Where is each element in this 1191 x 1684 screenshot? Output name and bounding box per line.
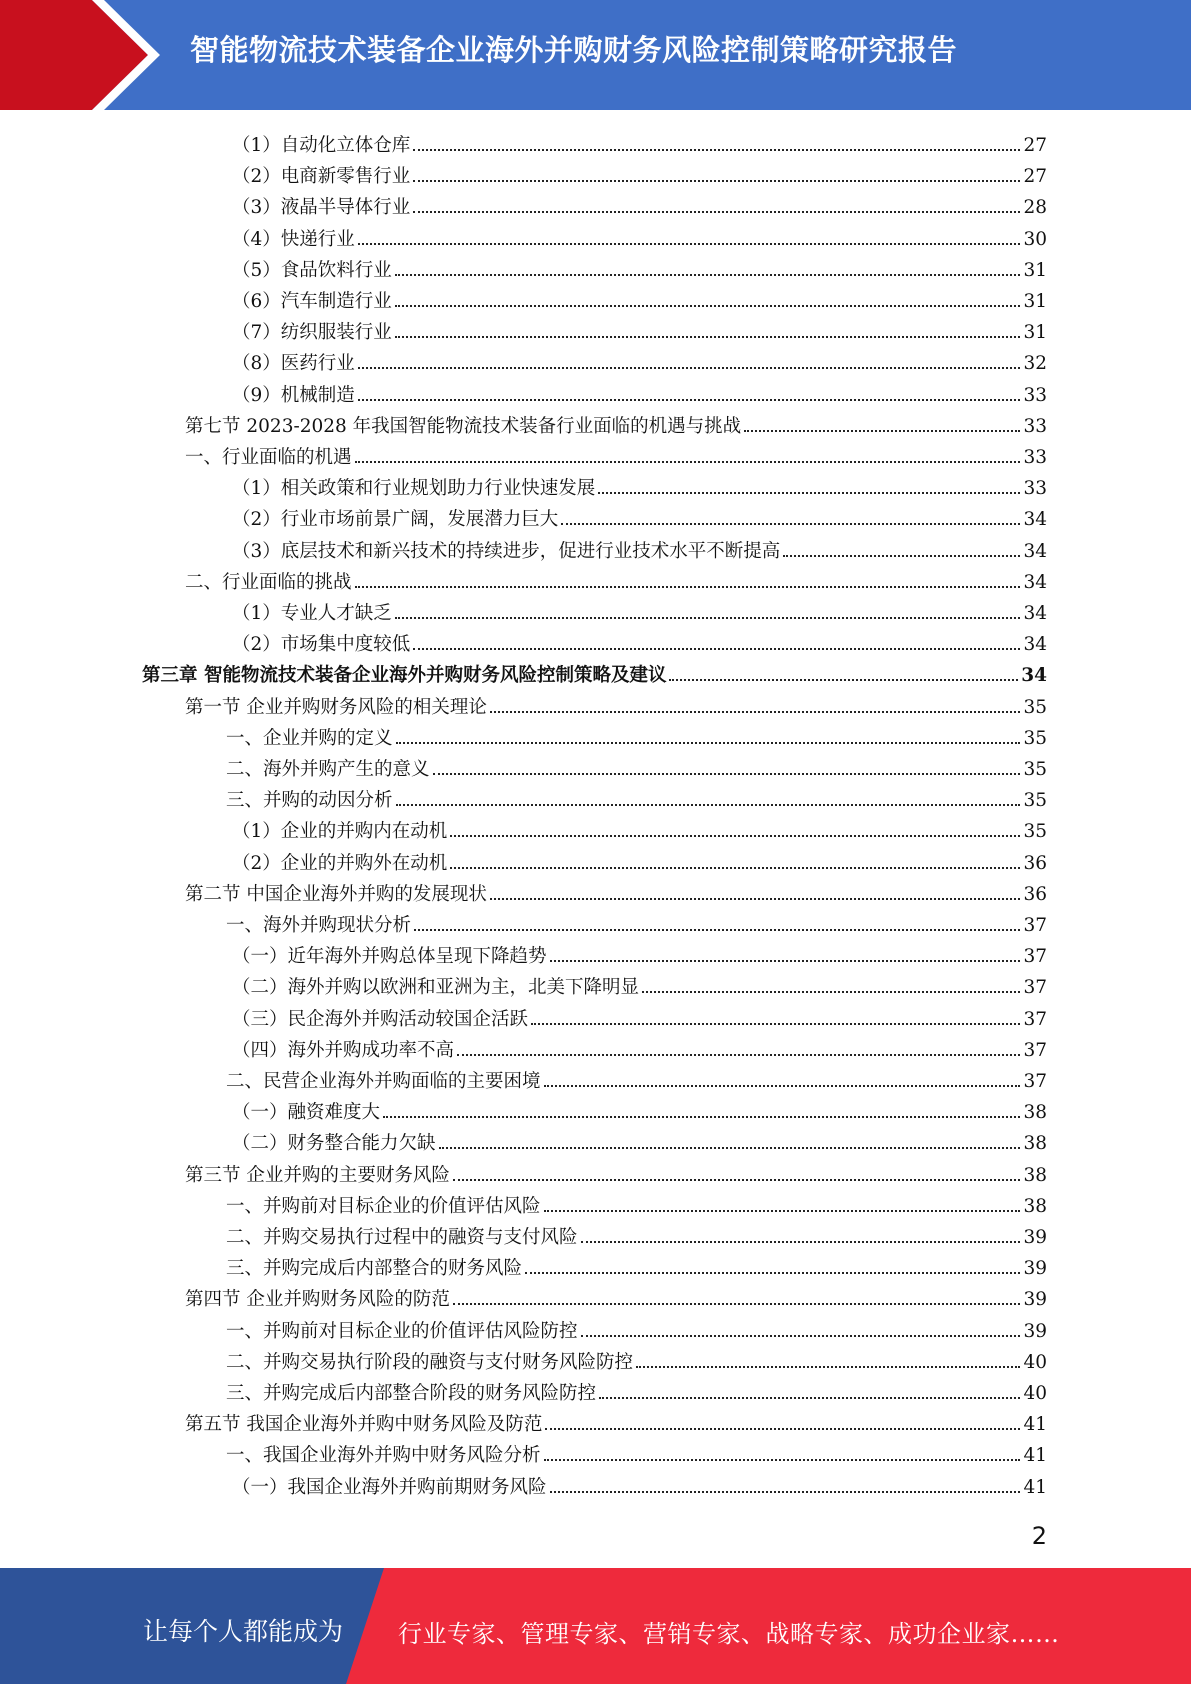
- header-red-arrow: [0, 0, 148, 110]
- toc-entry-page: 31: [1023, 322, 1047, 344]
- toc-leader-dots: [395, 274, 1021, 276]
- toc-leader-dots: [395, 336, 1021, 338]
- toc-entry-page: 27: [1023, 166, 1047, 188]
- toc-leader-dots: [358, 367, 1021, 369]
- toc-entry-title: （9）机械制造: [232, 384, 355, 406]
- toc-entry[interactable]: [232, 344, 1047, 375]
- toc-entry-page: 31: [1023, 291, 1047, 312]
- toc-entry-page: 35: [1023, 790, 1047, 812]
- toc-entry-title: （四）海外并购成功率不高: [232, 1039, 455, 1061]
- toc-entry-page: 40: [1023, 1351, 1047, 1373]
- toc-entry-page: 28: [1023, 197, 1047, 219]
- toc-leader-dots: [544, 1085, 1021, 1087]
- toc-entry[interactable]: [232, 126, 1047, 157]
- toc-entry-page: 27: [1023, 135, 1047, 156]
- toc-entry[interactable]: [232, 251, 1047, 282]
- toc-entry[interactable]: [232, 937, 1047, 968]
- toc-entry-page: 37: [1023, 1008, 1047, 1030]
- toc-entry-page: 38: [1023, 1195, 1047, 1217]
- toc-entry-page: 36: [1023, 852, 1047, 874]
- toc-leader-dots: [669, 679, 1018, 681]
- toc-leader-dots: [544, 1459, 1021, 1461]
- toc-entry-title: 二、海外并购产生的意义: [226, 759, 430, 780]
- toc-entry-title: （2）电商新零售行业: [232, 166, 411, 188]
- toc-leader-dots: [413, 648, 1020, 650]
- toc-entry[interactable]: [226, 1436, 1047, 1467]
- toc-entry[interactable]: [232, 376, 1047, 407]
- toc-entry[interactable]: [232, 500, 1047, 531]
- toc-entry[interactable]: [232, 1093, 1047, 1124]
- toc-entry-title: 一、行业面临的机遇: [185, 447, 352, 468]
- toc-leader-dots: [383, 1116, 1020, 1118]
- toc-leader-dots: [453, 1303, 1021, 1305]
- toc-entry-title: （6）汽车制造行业: [232, 291, 392, 312]
- toc-entry-title: 第五节 我国企业海外并购中财务风险及防范: [185, 1414, 543, 1436]
- toc-entry-page: 40: [1023, 1383, 1047, 1404]
- toc-entry-title: 三、并购的动因分析: [226, 790, 393, 812]
- toc-entry-page: 36: [1023, 883, 1047, 905]
- toc-leader-dots: [439, 1147, 1021, 1149]
- toc-entry-title: （1）自动化立体仓库: [232, 135, 411, 156]
- toc-entry[interactable]: [185, 1156, 1047, 1187]
- toc-entry-page: 33: [1023, 415, 1047, 437]
- toc-entry[interactable]: [232, 968, 1047, 999]
- toc-entry-title: 二、民营企业海外并购面临的主要困境: [226, 1071, 541, 1092]
- toc-entry-page: 30: [1023, 228, 1047, 250]
- toc-leader-dots: [783, 555, 1020, 557]
- toc-leader-dots: [581, 1335, 1021, 1337]
- toc-entry-page: 33: [1023, 478, 1047, 500]
- toc-entry-title: （三）民企海外并购活动较国企活跃: [232, 1008, 529, 1030]
- footer-slogan-left: 让每个人都能成为: [143, 1617, 344, 1646]
- toc-entry[interactable]: [232, 1468, 1047, 1499]
- toc-entry-page: 37: [1023, 1039, 1047, 1061]
- toc-entry[interactable]: [226, 1374, 1047, 1405]
- toc-entry-page: 33: [1023, 447, 1047, 468]
- toc-entry-page: 41: [1023, 1445, 1047, 1467]
- toc-entry-page: 39: [1023, 1289, 1047, 1311]
- toc-entry[interactable]: [232, 469, 1047, 500]
- toc-entry-title: 三、并购完成后内部整合的财务风险: [226, 1258, 523, 1280]
- toc-entry[interactable]: [185, 563, 1047, 594]
- toc-entry[interactable]: [185, 875, 1047, 906]
- toc-leader-dots: [550, 960, 1021, 962]
- toc-entry-page: 38: [1023, 1102, 1047, 1124]
- toc-leader-dots: [453, 1179, 1021, 1181]
- toc-entry-title: （二）财务整合能力欠缺: [232, 1133, 436, 1155]
- toc-entry-title: 二、并购交易执行阶段的融资与支付财务风险防控: [226, 1351, 634, 1373]
- toc-entry-page: 41: [1023, 1476, 1047, 1498]
- page-number: 2: [1031, 1522, 1047, 1550]
- toc-entry[interactable]: [226, 1343, 1047, 1374]
- toc-entry[interactable]: [185, 407, 1047, 438]
- toc-leader-dots: [396, 742, 1021, 744]
- toc-leader-dots: [561, 523, 1020, 525]
- toc-entry-page: 37: [1023, 946, 1047, 968]
- toc-entry-title: （3）液晶半导体行业: [232, 197, 411, 219]
- toc-entry[interactable]: [232, 1000, 1047, 1031]
- toc-leader-dots: [581, 1241, 1021, 1243]
- toc-entry[interactable]: [226, 719, 1047, 750]
- toc-entry[interactable]: [142, 656, 1047, 687]
- footer-slogan-right: 行业专家、管理专家、营销专家、战略专家、成功企业家……: [398, 1620, 1060, 1648]
- toc-leader-dots: [744, 430, 1020, 432]
- toc-entry[interactable]: [226, 1218, 1047, 1249]
- toc-entry[interactable]: [232, 1124, 1047, 1155]
- toc-leader-dots: [395, 617, 1021, 619]
- toc-entry-page: 37: [1023, 977, 1047, 999]
- toc-entry-title: 第三节 企业并购的主要财务风险: [185, 1164, 450, 1186]
- toc-entry-title: 三、并购完成后内部整合阶段的财务风险防控: [226, 1383, 597, 1404]
- toc-entry[interactable]: [232, 812, 1047, 843]
- toc-leader-dots: [490, 711, 1021, 713]
- toc-entry-title: （二）海外并购以欧洲和亚洲为主，北美下降明显: [232, 977, 640, 999]
- toc-entry[interactable]: [185, 1405, 1047, 1436]
- toc-leader-dots: [396, 804, 1021, 806]
- toc-entry-page: 35: [1023, 759, 1047, 780]
- toc-entry-page: 34: [1023, 603, 1047, 624]
- toc-entry-page: 34: [1023, 540, 1047, 562]
- toc-leader-dots: [550, 1491, 1021, 1493]
- toc-entry-title: （1）企业的并购内在动机: [232, 821, 448, 843]
- toc-entry-title: 第三章 智能物流技术装备企业海外并购财务风险控制策略及建议: [142, 665, 667, 687]
- toc-entry-title: 第二节 中国企业海外并购的发展现状: [185, 883, 487, 905]
- toc-entry-page: 32: [1023, 353, 1047, 375]
- toc-leader-dots: [450, 867, 1020, 869]
- toc-entry[interactable]: [226, 1312, 1047, 1343]
- toc-leader-dots: [531, 1023, 1020, 1025]
- toc-entry-title: （8）医药行业: [232, 353, 355, 375]
- toc-leader-dots: [525, 1272, 1020, 1274]
- toc-leader-dots: [413, 211, 1020, 213]
- toc-leader-dots: [598, 492, 1020, 494]
- toc-entry-page: 38: [1023, 1164, 1047, 1186]
- toc-entry[interactable]: [185, 688, 1047, 719]
- toc-entry[interactable]: [226, 781, 1047, 812]
- toc-entry-title: 第一节 企业并购财务风险的相关理论: [185, 696, 487, 718]
- toc-entry[interactable]: [232, 1031, 1047, 1062]
- toc-entry[interactable]: [232, 188, 1047, 219]
- toc-entry-title: 一、并购前对目标企业的价值评估风险防控: [226, 1320, 578, 1342]
- toc-entry[interactable]: [226, 906, 1047, 937]
- toc-entry-title: （2）企业的并购外在动机: [232, 852, 448, 874]
- toc-entry-page: 34: [1023, 509, 1047, 531]
- report-footer: [0, 1568, 1191, 1684]
- toc-entry-page: 34: [1021, 665, 1047, 687]
- toc-leader-dots: [599, 1397, 1020, 1399]
- toc-entry-title: （7）纺织服装行业: [232, 322, 392, 344]
- toc-entry-page: 33: [1023, 384, 1047, 406]
- toc-entry-title: （3）底层技术和新兴技术的持续进步，促进行业技术水平不断提高: [232, 540, 781, 562]
- toc-entry-page: 35: [1023, 821, 1047, 843]
- toc-entry-page: 34: [1023, 634, 1047, 656]
- toc-leader-dots: [395, 305, 1021, 307]
- toc-entry[interactable]: [226, 750, 1047, 781]
- toc-leader-dots: [413, 180, 1020, 182]
- toc-entry-title: 一、企业并购的定义: [226, 727, 393, 749]
- report-title: 智能物流技术装备企业海外并购财务风险控制策略研究报告: [190, 33, 958, 67]
- toc-leader-dots: [450, 835, 1020, 837]
- toc-entry-title: 第四节 企业并购财务风险的防范: [185, 1289, 450, 1311]
- toc-entry-page: 41: [1023, 1414, 1047, 1436]
- toc-entry-page: 37: [1023, 915, 1047, 936]
- toc-entry[interactable]: [232, 532, 1047, 563]
- toc-entry-page: 35: [1023, 696, 1047, 718]
- toc-leader-dots: [457, 1054, 1020, 1056]
- toc-entry-title: （4）快递行业: [232, 228, 355, 250]
- toc-entry[interactable]: [232, 594, 1047, 625]
- toc-entry-title: （1）相关政策和行业规划助力行业快速发展: [232, 478, 596, 500]
- toc-entry-title: （一）融资难度大: [232, 1102, 381, 1124]
- toc-entry[interactable]: [232, 282, 1047, 313]
- toc-entry-page: 34: [1023, 571, 1047, 593]
- toc-leader-dots: [414, 929, 1020, 931]
- toc-leader-dots: [642, 991, 1020, 993]
- toc-entry-title: （一）我国企业海外并购前期财务风险: [232, 1476, 547, 1498]
- toc-entry-title: （1）专业人才缺乏: [232, 603, 392, 624]
- toc-entry-page: 35: [1023, 727, 1047, 749]
- toc-entry-title: 第七节 2023-2028 年我国智能物流技术装备行业面临的机遇与挑战: [185, 415, 742, 437]
- toc-entry[interactable]: [185, 438, 1047, 469]
- toc-entry[interactable]: [232, 313, 1047, 344]
- toc-leader-dots: [358, 243, 1021, 245]
- toc-entry[interactable]: [226, 1249, 1047, 1280]
- toc-entry-page: 38: [1023, 1133, 1047, 1155]
- toc-leader-dots: [544, 1210, 1021, 1212]
- toc-entry[interactable]: [226, 1187, 1047, 1218]
- toc-entry[interactable]: [185, 1280, 1047, 1311]
- toc-leader-dots: [355, 461, 1021, 463]
- toc-entry[interactable]: [232, 625, 1047, 656]
- toc-entry[interactable]: [232, 157, 1047, 188]
- toc-leader-dots: [433, 773, 1021, 775]
- toc-entry-title: 一、海外并购现状分析: [226, 915, 412, 936]
- toc-leader-dots: [490, 898, 1021, 900]
- toc-entry[interactable]: [232, 220, 1047, 251]
- toc-leader-dots: [636, 1366, 1020, 1368]
- toc-entry-title: （5）食品饮料行业: [232, 259, 392, 281]
- toc-entry-title: （2）行业市场前景广阔，发展潜力巨大: [232, 509, 559, 531]
- toc-leader-dots: [355, 586, 1021, 588]
- report-header: [0, 0, 1191, 110]
- toc-entry-title: 二、并购交易执行过程中的融资与支付风险: [226, 1227, 578, 1248]
- toc-leader-dots: [413, 149, 1020, 151]
- toc-entry-page: 31: [1023, 259, 1047, 281]
- toc-entry[interactable]: [226, 1062, 1047, 1093]
- toc-entry-page: 39: [1023, 1227, 1047, 1248]
- toc-entry-page: 39: [1023, 1258, 1047, 1280]
- toc-leader-dots: [545, 1428, 1020, 1430]
- toc-entry-title: 二、行业面临的挑战: [185, 571, 352, 593]
- toc-entry-title: （一）近年海外并购总体呈现下降趋势: [232, 946, 547, 968]
- toc-entry-page: 39: [1023, 1320, 1047, 1342]
- toc-entry-title: （2）市场集中度较低: [232, 634, 411, 656]
- toc-leader-dots: [358, 399, 1021, 401]
- toc-entry-title: 一、并购前对目标企业的价值评估风险: [226, 1195, 541, 1217]
- toc-entry-title: 一、我国企业海外并购中财务风险分析: [226, 1445, 541, 1467]
- toc-entry-page: 37: [1023, 1071, 1047, 1092]
- toc-entry[interactable]: [232, 844, 1047, 875]
